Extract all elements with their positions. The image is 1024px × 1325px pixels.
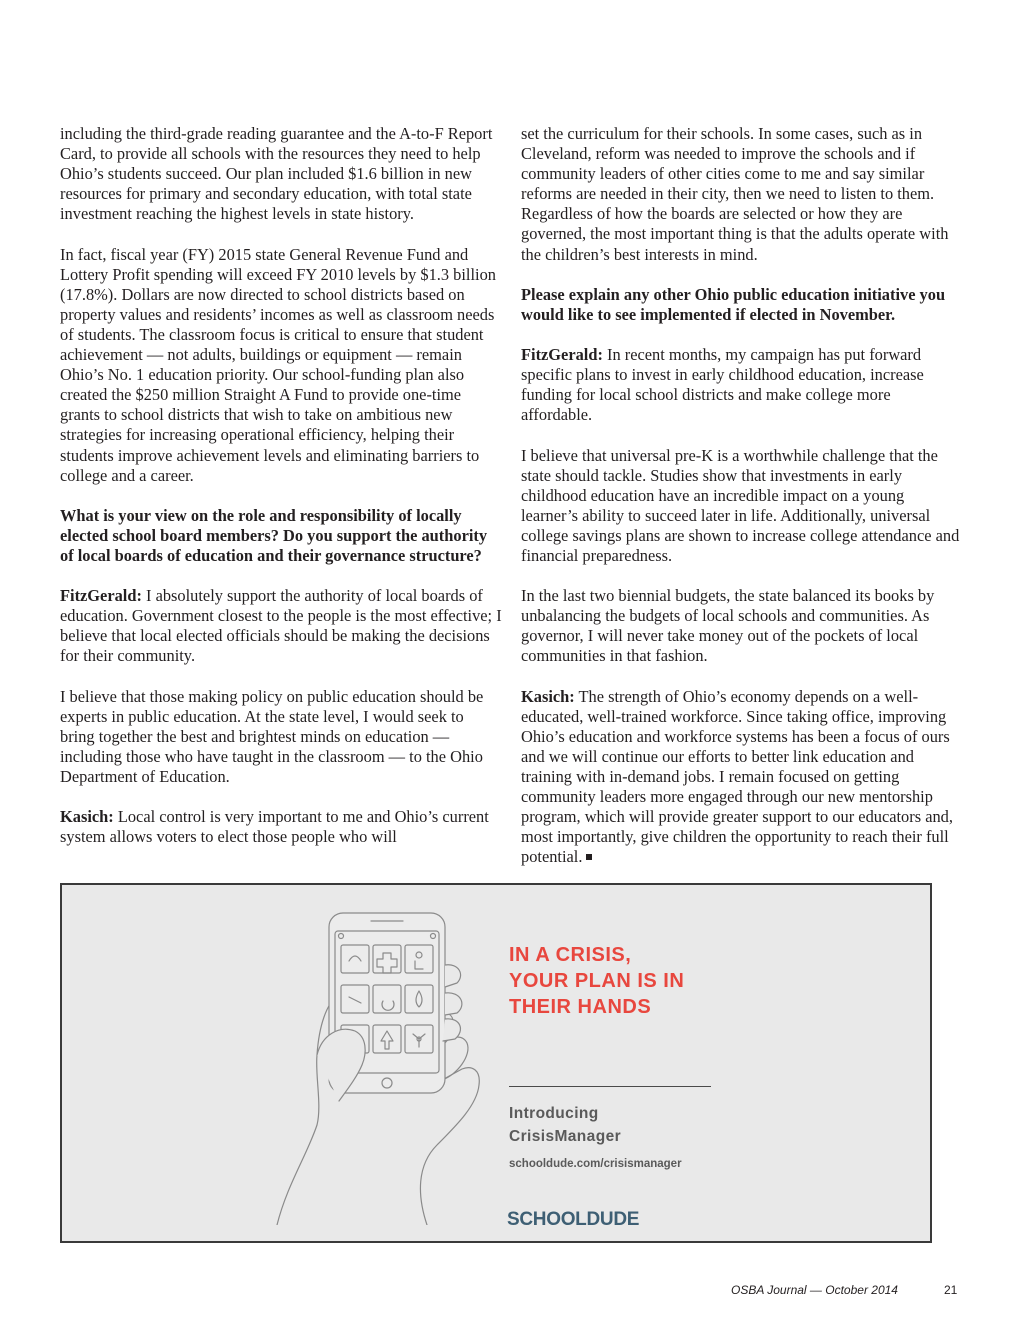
answer-text: I absolutely support the authority of local boards of education. Government closest to the people is the most effective; I believe that local elected officials should be making the decisions for their community. [60,586,502,666]
advertisement[interactable] [60,883,932,1243]
speaker-label: FitzGerald: [60,586,142,606]
answer-text: The strength of Ohio’s economy depends on a well-educated, well-trained workforce. Since taking office, improving Ohio’s education and workforce systems has been a focus of ours and we will continue our efforts to better link education and training with in-demand jobs. I remain focused on getting community leaders more engaged through our new mentorship program, which will provide greater support to our educators and, most importantly, give children the opportunity to reach their full potential. [521,686,953,867]
headline-line: THEIR HANDS [509,996,652,1018]
paragraph: In the last two biennial budgets, the state balanced its books by unbalancing the budgets of local schools and communities. As governor, I will never take money out of the pockets of local communities in that fashion. [521,586,935,666]
answer-kasich [60,807,502,847]
page-number: 21 [944,1283,958,1297]
product-name: CrisisManager [509,1128,622,1145]
paragraph: I believe that universal pre-K is a worthwhile challenge that the state should tackle. Studies show that investments in early childhood education have an incredible impact on a young learner’s ability to succeed later in life. Additionally, universal college savings plans are shown to increase college attendance and financial preparedness. [521,445,960,565]
footer-journal-title: OSBA Journal — October 2014 [731,1283,898,1297]
interview-question: What is your view on the role and responsibility of locally elected school board members? Do you support the authority of local boards of education and their governance structure? [60,505,488,565]
answer-fitzgerald [60,586,502,666]
interview-question: Please explain any other Ohio public education initiative you would like to see implemented if elected in November. [521,284,946,324]
ad-headline [509,942,769,1020]
speaker-label: Kasich: [60,807,114,827]
ad-url-link[interactable]: schooldude.com/crisismanager [509,1158,682,1170]
paragraph: I believe that those making policy on public education should be experts in public education. At the state level, I would seek to bring together the best and brightest minds on education — including those who have taught in the classroom — to the Ohio Department of Education. [60,686,484,786]
hand-holding-phone-illustration [267,905,507,1225]
intro-line: Introducing [509,1105,599,1122]
answer-text: Local control is very important to me and Ohio’s current system allows voters to elect those people who will [60,807,489,847]
speaker-label: FitzGerald: [521,345,603,365]
end-of-article-mark [586,854,592,860]
paragraph: set the curriculum for their schools. In some cases, such as in Cleveland, reform was needed to improve the schools and if community leaders of other cities come to me and say similar reforms are needed in their city, then we need to listen to them. Regardless of how the boards are selected or how they are governed, the most important thing is that the adults operate with the children’s best interests in mind. [521,124,949,264]
left-column [60,124,502,867]
ad-product-intro [509,1102,621,1148]
answer-kasich [521,687,961,868]
divider [509,1086,711,1087]
right-column [521,124,961,888]
schooldude-logo: SCHOOLDUDE [507,1209,640,1230]
answer-fitzgerald [521,345,961,425]
paragraph: In fact, fiscal year (FY) 2015 state General Revenue Fund and Lottery Profit spending will exceed FY 2010 levels by $1.3 billion (17.8%). Dollars are now directed to school districts based on property values and residents’ incomes as well as classroom needs of students. The classroom focus is critical to ensure that student achievement — not adults, buildings or equipment — remain Ohio’s No. 1 education priority. Our school-funding plan also created the $250 million Straight A Fund to provide one-time grants to school districts that wish to take on ambitious new strategies for increasing operational efficiency, helping their students improve achievement levels and eliminating barriers to college and a career. [60,244,496,485]
paragraph: including the third-grade reading guarantee and the A-to-F Report Card, to provide all schools with the resources they need to help Ohio’s students succeed. Our plan included $1.6 billion in new resources for primary and secondary education, with total state investment reaching the highest levels in state history. [60,124,493,224]
answer-text: In recent months, my campaign has put forward specific plans to invest in early childhood education, increase funding for local school districts and make college more affordable. [521,345,924,425]
headline-line: IN A CRISIS, [509,944,632,966]
speaker-label: Kasich: [521,686,575,706]
headline-line: YOUR PLAN IS IN [509,970,685,992]
